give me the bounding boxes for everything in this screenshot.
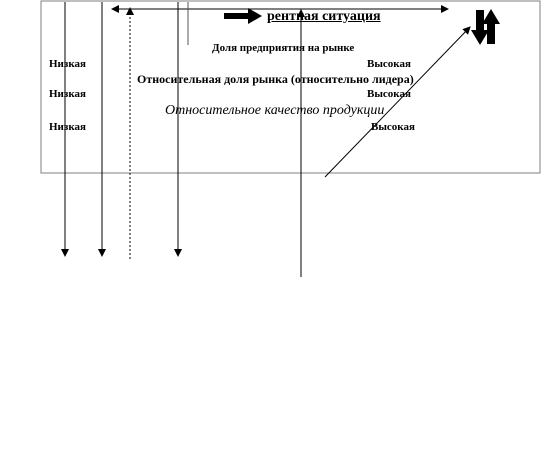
- market-share-low-label: Низкая: [49, 58, 86, 70]
- relative-quality-low-label: Низкая: [49, 121, 86, 133]
- right-arrow-icon: [224, 8, 262, 24]
- relative-quality-high-label: Высокая: [371, 121, 415, 133]
- relative-share-high-label: Высокая: [367, 88, 411, 100]
- diagram-frame: [41, 1, 540, 173]
- relative-share-low-label: Низкая: [49, 88, 86, 100]
- up-down-arrows-icon: [471, 9, 500, 45]
- diagram-title: рентная ситуация: [267, 9, 381, 24]
- market-share-high-label: Высокая: [367, 58, 411, 70]
- market-share-heading: Доля предприятия на рынке: [212, 42, 355, 54]
- relative-share-heading: Относительная доля рынка (относительно лидера): [137, 72, 414, 86]
- relative-quality-heading: Относительное качество продукции: [165, 103, 385, 118]
